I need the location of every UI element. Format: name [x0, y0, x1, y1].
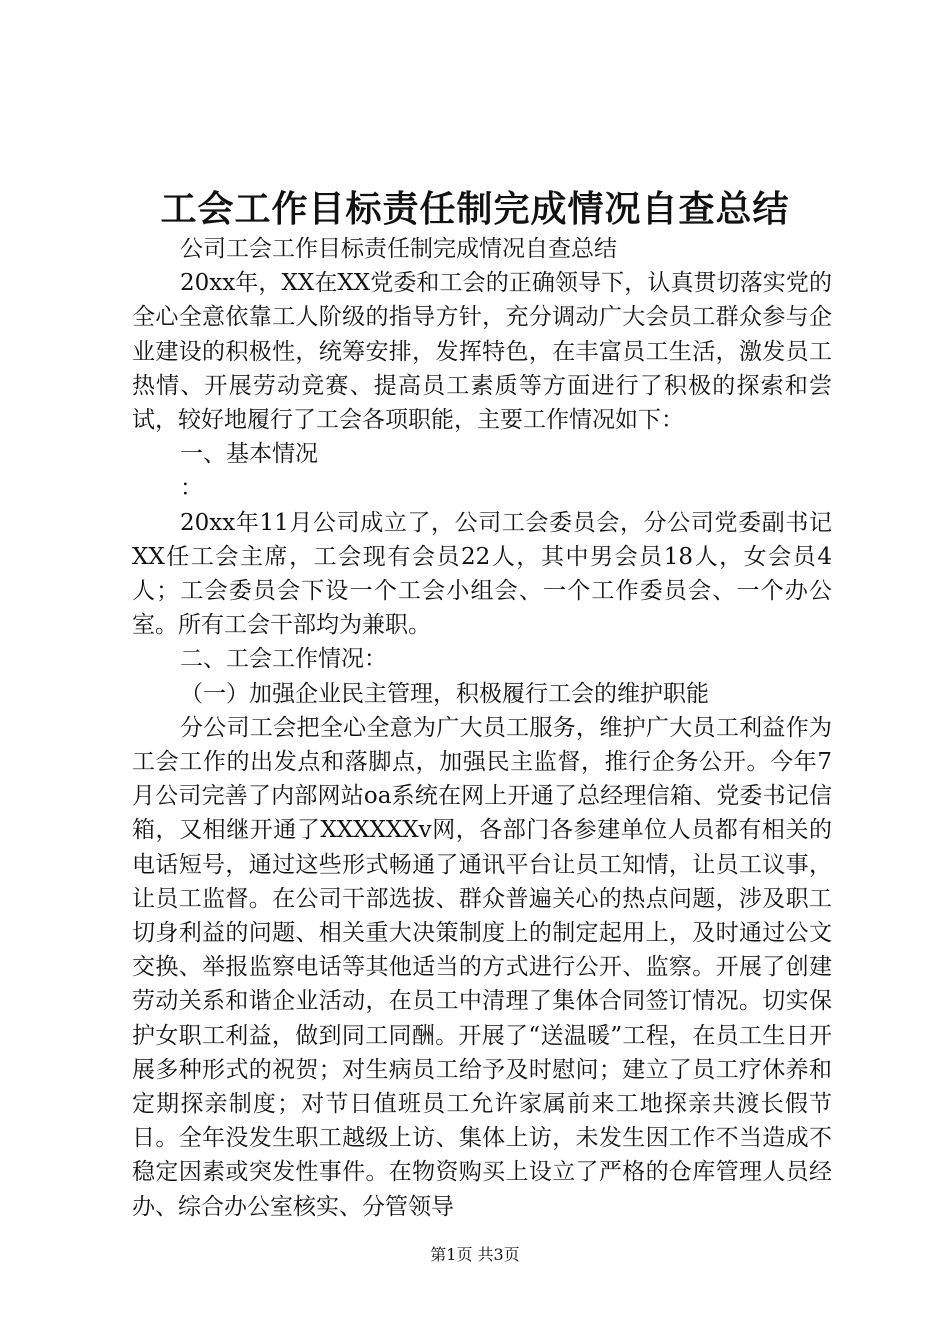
paragraph-colon: ： [180, 475, 203, 502]
page-number-footer: 第1页 共3页 [430, 1245, 520, 1264]
paragraph-subtitle: 公司工会工作目标责任制完成情况自查总结 [180, 236, 617, 262]
document-title: 工会工作目标责任制完成情况自查总结 [160, 189, 790, 230]
heading-basic-situation: 一、基本情况 [180, 441, 318, 468]
paragraph-intro: 20xx年，XX在XX党委和工会的正确领导下，认真贯切落实党的全心全意依靠工人阶级的指导方针，充分调动广大会员工群众参与企业建设的积极性，统筹安排，发挥特色，在丰富员工生活，激发员工热情、开展劳动竞赛、提高员工素质等方面进行了积极的探索和尝试，较好地履行了工会各项职能，主要工作情况如下： [132, 270, 832, 434]
document-body [132, 232, 832, 1224]
heading-democratic-management: （一）加强企业民主管理，积极履行工会的维护职能 [180, 680, 709, 707]
paragraph-basic-info: 20xx年11月公司成立了，公司工会委员会，分公司党委副书记XX任工会主席，工会现有会员22人，其中男会员18人，女会员4人；工会委员会下设一个工会小组会、一个工作委员会、一个办公室。所有工会干部均为兼职。 [132, 509, 832, 639]
paragraph-democratic-management: 分公司工会把全心全意为广大员工服务，维护广大员工利益作为工会工作的出发点和落脚点，加强民主监督，推行企务公开。今年7月公司完善了内部网站oa系统在网上开通了总经理信箱、党委书记信箱，又相继开通了XXXXXXv网，各部门各参建单位人员都有相关的电话短号，通过这些形式畅通了通讯平台让员工知情，让员工议事，让员工监督。在公司干部选拔、群众普遍关心的热点问题，涉及职工切身利益的问题、相关重大决策制度上的制定起用上，及时通过公文交换、举报监察电话等其他适当的方式进行公开、监察。开展了创建劳动关系和谐企业活动，在员工中清理了集体合同签订情况。切实保护女职工利益，做到同工同酬。开展了“送温暖”工程，在员工生日开展多种形式的祝贺；对生病员工给予及时慰问；建立了员工疗休养和定期探亲制度；对节日值班员工允许家属前来工地探亲共渡长假节日。全年没发生职工越级上访、集体上访，未发生因工作不当造成不稳定因素或突发性事件。在物资购买上设立了严格的仓库管理人员经办、综合办公室核实、分管领导 [132, 714, 832, 1220]
heading-union-work: 二、工会工作情况： [180, 646, 387, 673]
